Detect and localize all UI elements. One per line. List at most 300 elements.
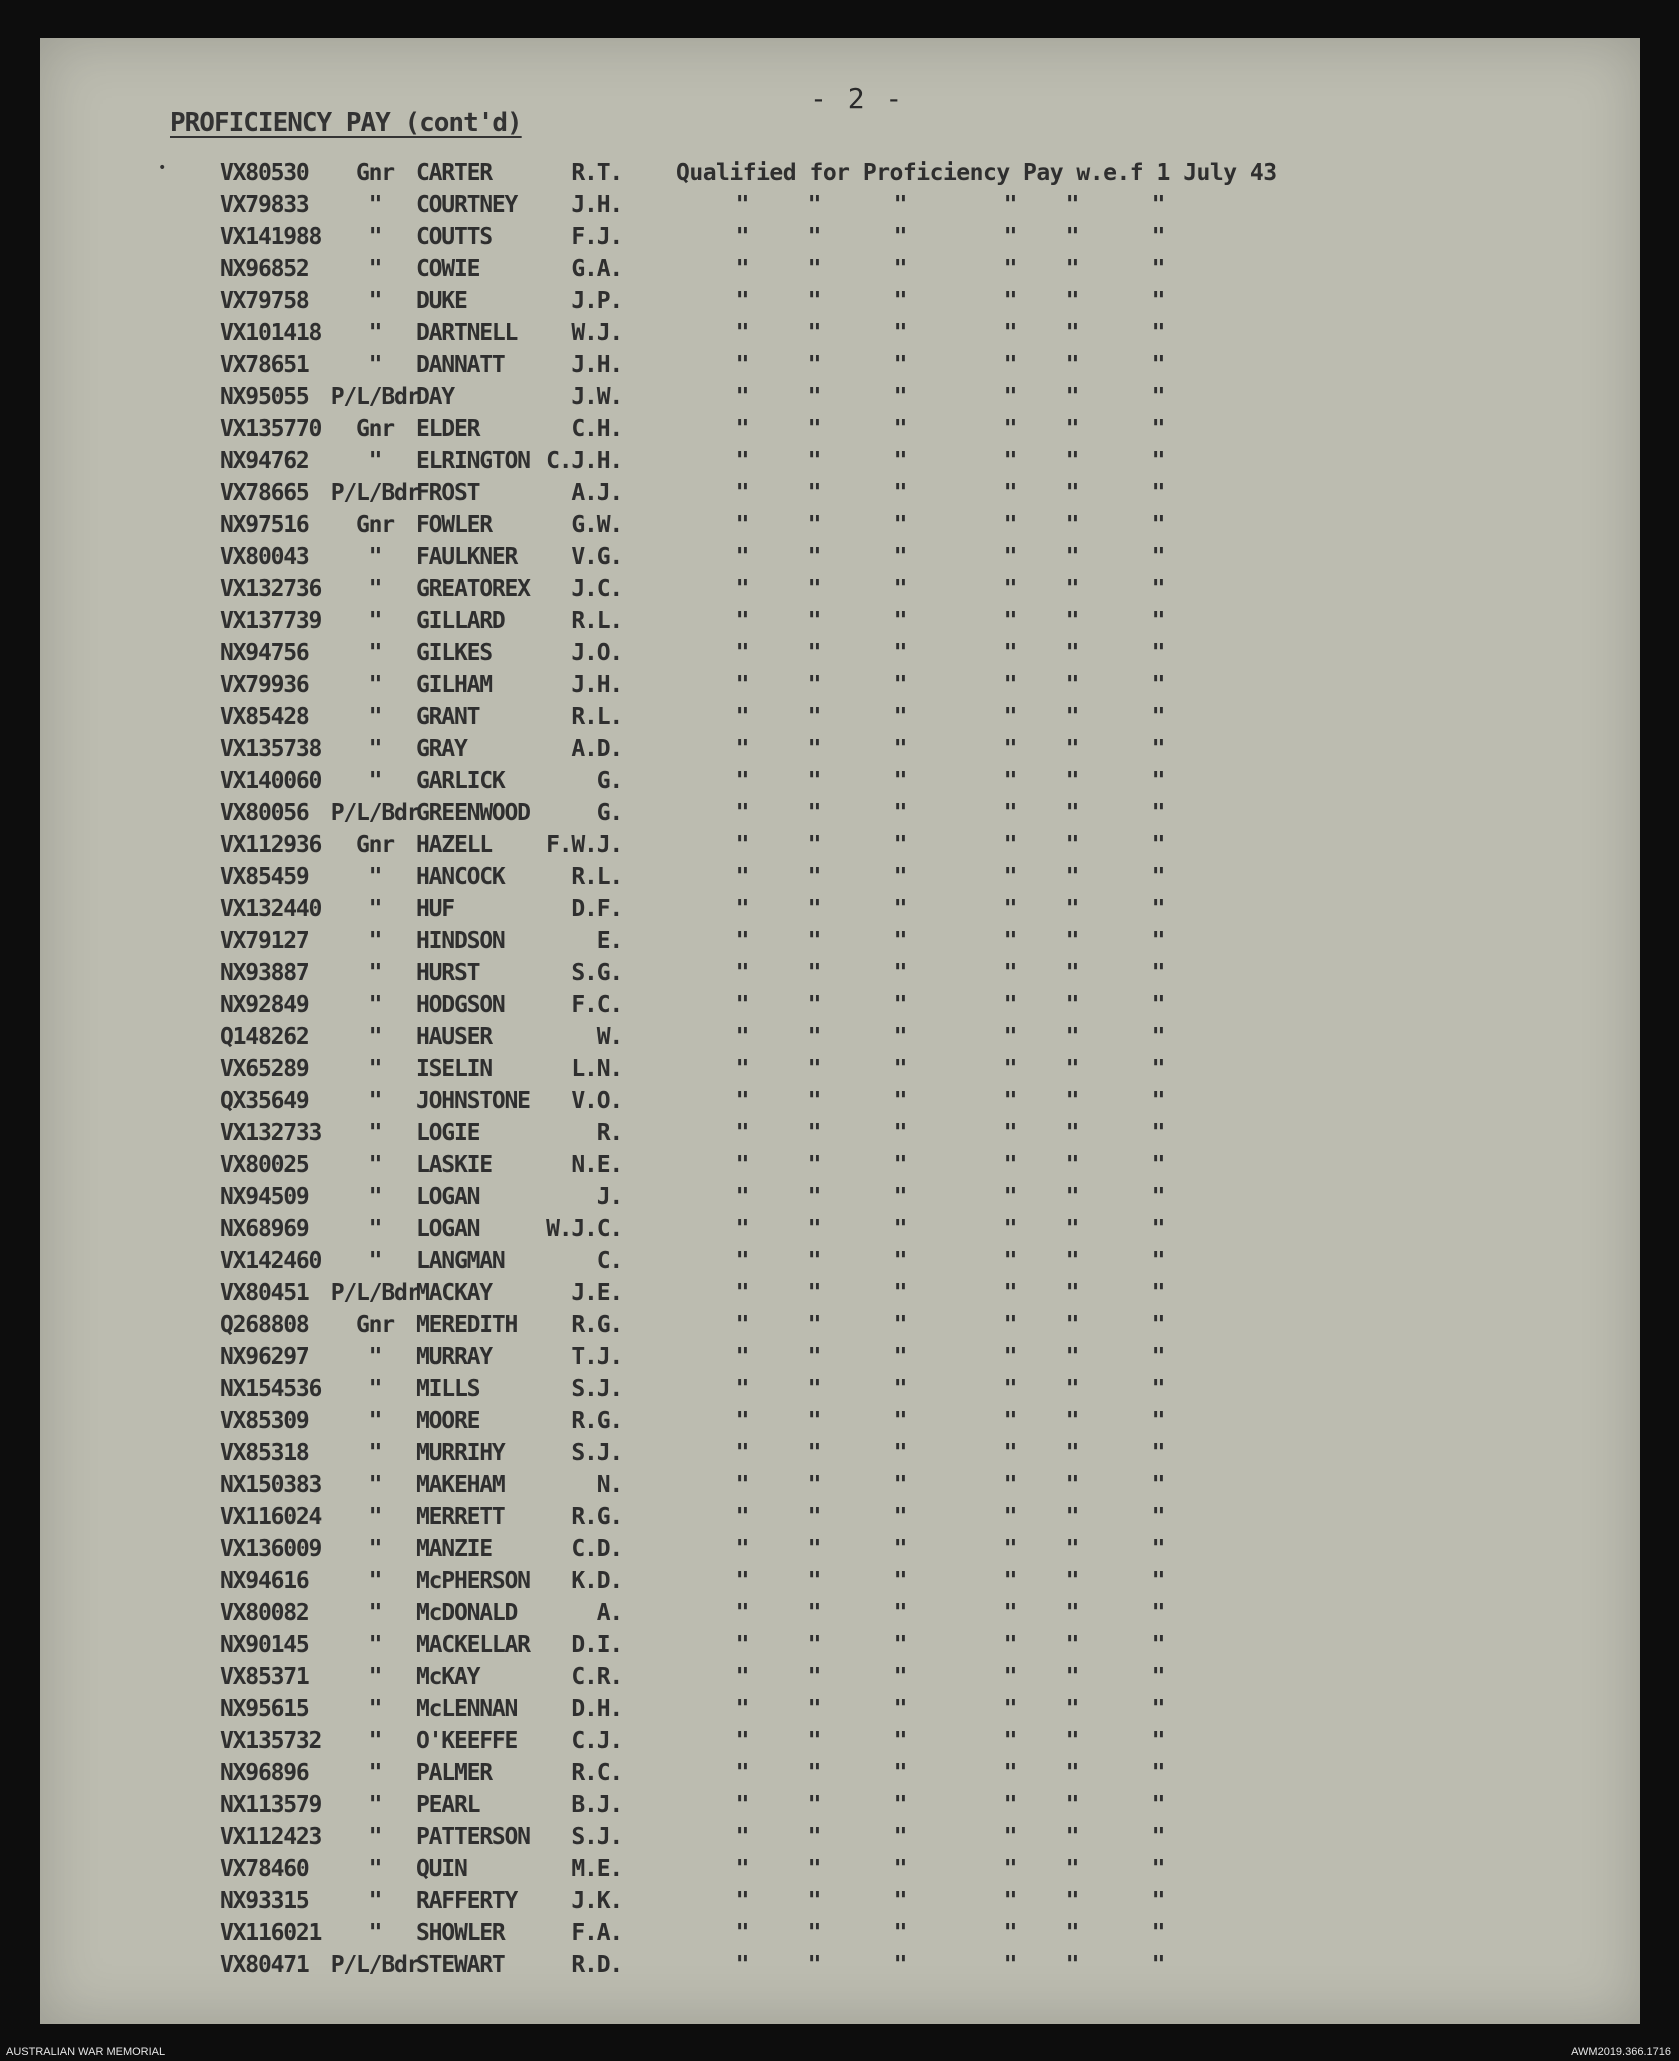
ditto-mark: " [1065,1600,1079,1626]
ditto-mark: " [807,1856,821,1882]
ditto-mark: " [1151,1184,1165,1210]
ditto-mark: " [1003,1216,1017,1242]
ditto-mark: " [807,1216,821,1242]
service-number: VX80471 [220,1952,309,1978]
surname: PEARL [416,1792,480,1818]
initials: B.J. [571,1792,622,1818]
service-number: QX35649 [220,1088,309,1114]
surname: HURST [416,960,480,986]
ditto-mark: " [1003,608,1017,634]
initials: J.H. [571,672,622,698]
ditto-mark: " [1065,1760,1079,1786]
ditto-mark: " [1003,480,1017,506]
list-item [40,544,1640,576]
list-item [40,1248,1640,1280]
surname: ELDER [416,416,480,442]
ditto-mark: " [735,1280,749,1306]
surname: LOGIE [416,1120,480,1146]
service-number: VX80082 [220,1600,309,1626]
surname: HAZELL [416,832,492,858]
ditto-mark: " [807,928,821,954]
ditto-mark: " [1151,1952,1165,1978]
service-number: VX85428 [220,704,309,730]
rank: " [368,320,382,346]
ditto-mark: " [893,1056,907,1082]
ditto-mark: " [1003,1664,1017,1690]
rank: " [368,256,382,282]
surname: CARTER [416,160,492,186]
rank: " [368,1248,382,1274]
service-number: Q148262 [220,1024,309,1050]
initials: R.L. [571,704,622,730]
list-item [40,1888,1640,1920]
ditto-mark: " [893,1920,907,1946]
ditto-mark: " [1003,1632,1017,1658]
ditto-mark: " [735,416,749,442]
ditto-mark: " [735,1824,749,1850]
ditto-mark: " [807,1760,821,1786]
ditto-mark: " [1003,1952,1017,1978]
ditto-mark: " [735,928,749,954]
ditto-mark: " [893,416,907,442]
ditto-mark: " [807,1504,821,1530]
ditto-mark: " [735,192,749,218]
service-number: VX79758 [220,288,309,314]
ditto-mark: " [1065,1856,1079,1882]
rank: Gnr [356,160,394,186]
list-item [40,640,1640,672]
ditto-mark: " [893,384,907,410]
ditto-mark: " [893,480,907,506]
ditto-mark: " [1003,544,1017,570]
ditto-mark: " [1151,1760,1165,1786]
service-number: VX78460 [220,1856,309,1882]
ditto-mark: " [1065,1152,1079,1178]
ditto-mark: " [1003,1888,1017,1914]
service-number: VX142460 [220,1248,322,1274]
rank: " [368,1216,382,1242]
surname: MURRAY [416,1344,492,1370]
ditto-mark: " [1151,1600,1165,1626]
ditto-mark: " [1065,448,1079,474]
initials: C.R. [571,1664,622,1690]
ditto-mark: " [807,1280,821,1306]
service-number: VX116024 [220,1504,322,1530]
ditto-mark: " [1065,704,1079,730]
ditto-mark: " [735,1536,749,1562]
rank: " [368,992,382,1018]
ditto-mark: " [807,352,821,378]
list-item [40,1184,1640,1216]
initials: D.I. [571,1632,622,1658]
rank: " [368,960,382,986]
ditto-mark: " [1003,736,1017,762]
ditto-mark: " [1151,1664,1165,1690]
ditto-mark: " [1065,416,1079,442]
service-number: NX92849 [220,992,309,1018]
ditto-mark: " [893,736,907,762]
surname: MOORE [416,1408,480,1434]
service-number: VX80025 [220,1152,309,1178]
service-number: NX96896 [220,1760,309,1786]
ditto-mark: " [893,1632,907,1658]
surname: MAKEHAM [416,1472,505,1498]
ditto-mark: " [1065,352,1079,378]
ditto-mark: " [1065,1824,1079,1850]
ditto-mark: " [1003,928,1017,954]
surname: LOGAN [416,1216,480,1242]
ditto-mark: " [1065,1024,1079,1050]
ditto-mark: " [807,672,821,698]
initials: J.H. [571,352,622,378]
ditto-mark: " [1065,1952,1079,1978]
rank: " [368,1088,382,1114]
list-item [40,992,1640,1024]
ditto-mark: " [735,1312,749,1338]
ditto-mark: " [1065,864,1079,890]
ditto-mark: " [735,640,749,666]
rank: Gnr [356,1312,394,1338]
list-item [40,224,1640,256]
ditto-mark: " [1151,1120,1165,1146]
ditto-mark: " [1003,1184,1017,1210]
ditto-mark: " [1003,832,1017,858]
ditto-mark: " [1003,1856,1017,1882]
ditto-mark: " [893,224,907,250]
surname: RAFFERTY [416,1888,518,1914]
surname: MEREDITH [416,1312,518,1338]
initials: S.J. [571,1376,622,1402]
ditto-mark: " [893,832,907,858]
ditto-mark: " [1003,1920,1017,1946]
ditto-mark: " [1003,1280,1017,1306]
ditto-mark: " [893,1376,907,1402]
ditto-mark: " [1151,1728,1165,1754]
ditto-mark: " [1151,640,1165,666]
ditto-mark: " [807,1120,821,1146]
ditto-mark: " [1151,736,1165,762]
ditto-mark: " [1065,512,1079,538]
surname: FOWLER [416,512,492,538]
ditto-mark: " [1151,1920,1165,1946]
ditto-mark: " [893,1600,907,1626]
ditto-mark: " [893,320,907,346]
ditto-mark: " [807,608,821,634]
ditto-mark: " [735,224,749,250]
ditto-mark: " [807,384,821,410]
rank: Gnr [356,512,394,538]
ditto-mark: " [1003,1504,1017,1530]
service-number: VX132733 [220,1120,322,1146]
ditto-mark: " [893,1696,907,1722]
ditto-mark: " [735,800,749,826]
ditto-mark: " [893,1344,907,1370]
list-item [40,608,1640,640]
rank: " [368,1888,382,1914]
rank: " [368,288,382,314]
initials: J.O. [571,640,622,666]
rank: " [368,672,382,698]
initials: A.J. [571,480,622,506]
ditto-mark: " [1065,1280,1079,1306]
service-number: VX78651 [220,352,309,378]
ditto-mark: " [1151,1312,1165,1338]
surname: SHOWLER [416,1920,505,1946]
surname: HANCOCK [416,864,505,890]
initials: D.F. [571,896,622,922]
ditto-mark: " [735,832,749,858]
rank: " [368,1344,382,1370]
list-item [40,1792,1640,1824]
ditto-mark: " [807,1472,821,1498]
ditto-mark: " [735,1792,749,1818]
initials: W.J. [571,320,622,346]
initials: J.C. [571,576,622,602]
ditto-mark: " [1003,1024,1017,1050]
initials: R. [596,1120,622,1146]
rank: " [368,864,382,890]
ditto-mark: " [893,800,907,826]
initials: A.D. [571,736,622,762]
ditto-mark: " [1065,672,1079,698]
ditto-mark: " [893,1504,907,1530]
ditto-mark: " [807,1568,821,1594]
initials: G. [596,768,622,794]
list-item [40,288,1640,320]
ditto-mark: " [735,1344,749,1370]
ditto-mark: " [893,288,907,314]
ditto-mark: " [1151,1280,1165,1306]
service-number: NX93315 [220,1888,309,1914]
ditto-mark: " [807,1792,821,1818]
ditto-mark: " [893,1728,907,1754]
service-number: NX68969 [220,1216,309,1242]
surname: FAULKNER [416,544,518,570]
list-item [40,1344,1640,1376]
ditto-mark: " [735,1888,749,1914]
ditto-mark: " [1151,1440,1165,1466]
list-item [40,800,1640,832]
ditto-mark: " [893,960,907,986]
ditto-mark: " [807,768,821,794]
list-item [40,1152,1640,1184]
ditto-mark: " [807,480,821,506]
service-number: VX85318 [220,1440,309,1466]
rank: " [368,1632,382,1658]
list-item [40,256,1640,288]
ditto-mark: " [735,672,749,698]
list-item [40,1440,1640,1472]
rank: " [368,192,382,218]
ditto-mark: " [807,1408,821,1434]
ditto-mark: " [1151,544,1165,570]
surname: McKAY [416,1664,480,1690]
initials: R.G. [571,1312,622,1338]
ditto-mark: " [893,608,907,634]
rank: " [368,1920,382,1946]
ditto-mark: " [735,448,749,474]
list-item [40,1280,1640,1312]
ditto-mark: " [893,1088,907,1114]
ditto-mark: " [893,992,907,1018]
ditto-mark: " [1151,416,1165,442]
ditto-mark: " [1003,1120,1017,1146]
surname: STEWART [416,1952,505,1978]
ditto-mark: " [893,640,907,666]
surname: PALMER [416,1760,492,1786]
ditto-mark: " [735,1440,749,1466]
ditto-mark: " [893,1408,907,1434]
ditto-mark: " [1003,704,1017,730]
service-number: NX113579 [220,1792,322,1818]
surname: QUIN [416,1856,467,1882]
list-item [40,672,1640,704]
surname: MILLS [416,1376,480,1402]
ditto-mark: " [1003,256,1017,282]
rank: P/L/Bdr [330,480,420,506]
list-item [40,704,1640,736]
initials: C.D. [571,1536,622,1562]
ditto-mark: " [893,1280,907,1306]
ditto-mark: " [1003,416,1017,442]
rank: " [368,1536,382,1562]
surname: FROST [416,480,480,506]
ditto-mark: " [1151,864,1165,890]
ditto-mark: " [807,1920,821,1946]
ditto-mark: " [1065,320,1079,346]
service-number: VX101418 [220,320,322,346]
ditto-mark: " [1003,1568,1017,1594]
ditto-mark: " [1003,672,1017,698]
list-item [40,1376,1640,1408]
initials: T.J. [571,1344,622,1370]
ditto-mark: " [1065,960,1079,986]
ditto-mark: " [1003,1312,1017,1338]
rank: " [368,704,382,730]
list-item [40,1568,1640,1600]
initials: J. [596,1184,622,1210]
rank: " [368,1504,382,1530]
document-page [40,38,1640,2024]
rank: " [368,1184,382,1210]
ditto-mark: " [1003,1344,1017,1370]
ditto-mark: " [893,544,907,570]
ditto-mark: " [735,1248,749,1274]
ditto-mark: " [807,832,821,858]
initials: F.C. [571,992,622,1018]
rank: " [368,1408,382,1434]
ditto-mark: " [1151,1472,1165,1498]
ditto-mark: " [735,1152,749,1178]
ditto-mark: " [735,1504,749,1530]
surname: LOGAN [416,1184,480,1210]
initials: C.J. [571,1728,622,1754]
ditto-mark: " [1065,1696,1079,1722]
service-number: NX96852 [220,256,309,282]
service-number: VX136009 [220,1536,322,1562]
rank: " [368,1440,382,1466]
ditto-mark: " [807,1312,821,1338]
list-item [40,1760,1640,1792]
ditto-mark: " [807,1632,821,1658]
rank: " [368,448,382,474]
surname: GREENWOOD [416,800,530,826]
ditto-mark: " [735,1120,749,1146]
ditto-mark: " [893,1824,907,1850]
service-number: NX97516 [220,512,309,538]
ditto-mark: " [1151,480,1165,506]
ditto-mark: " [735,384,749,410]
list-item [40,320,1640,352]
rank: Gnr [356,416,394,442]
service-number: VX116021 [220,1920,322,1946]
ditto-mark: " [893,1152,907,1178]
initials: M.E. [571,1856,622,1882]
ditto-mark: " [807,288,821,314]
ditto-mark: " [1065,192,1079,218]
list-item [40,1824,1640,1856]
ditto-mark: " [735,480,749,506]
surname: McDONALD [416,1600,518,1626]
initials: R.T. [571,160,622,186]
surname: GARLICK [416,768,505,794]
ditto-mark: " [893,1248,907,1274]
initials: G.A. [571,256,622,282]
ditto-mark: " [1065,1056,1079,1082]
list-item [40,864,1640,896]
ditto-mark: " [1003,576,1017,602]
ditto-mark: " [1065,1888,1079,1914]
list-item [40,1408,1640,1440]
list-item [40,1120,1640,1152]
rank: " [368,224,382,250]
ditto-mark: " [1151,608,1165,634]
surname: GRAY [416,736,467,762]
list-item [40,1312,1640,1344]
ditto-mark: " [735,1056,749,1082]
initials: E. [596,928,622,954]
initials: K.D. [571,1568,622,1594]
ditto-mark: " [1003,512,1017,538]
personnel-list [40,160,1640,1984]
rank: " [368,896,382,922]
ditto-mark: " [1065,800,1079,826]
service-number: VX112423 [220,1824,322,1850]
ditto-mark: " [1151,576,1165,602]
ditto-mark: " [735,608,749,634]
ditto-mark: " [1151,1888,1165,1914]
initials: V.O. [571,1088,622,1114]
page-number: - 2 - [810,82,905,115]
list-item [40,1664,1640,1696]
ditto-mark: " [893,1312,907,1338]
ditto-mark: " [1065,1440,1079,1466]
ditto-mark: " [893,256,907,282]
ditto-mark: " [735,1376,749,1402]
ditto-mark: " [893,1888,907,1914]
ditto-mark: " [1003,1248,1017,1274]
ditto-mark: " [1151,768,1165,794]
ditto-mark: " [735,1856,749,1882]
list-item [40,832,1640,864]
service-number: VX79936 [220,672,309,698]
initials: R.G. [571,1408,622,1434]
ditto-mark: " [893,352,907,378]
service-number: VX85459 [220,864,309,890]
rank: P/L/Bdr [330,800,420,826]
ditto-mark: " [735,288,749,314]
ditto-mark: " [1151,1792,1165,1818]
